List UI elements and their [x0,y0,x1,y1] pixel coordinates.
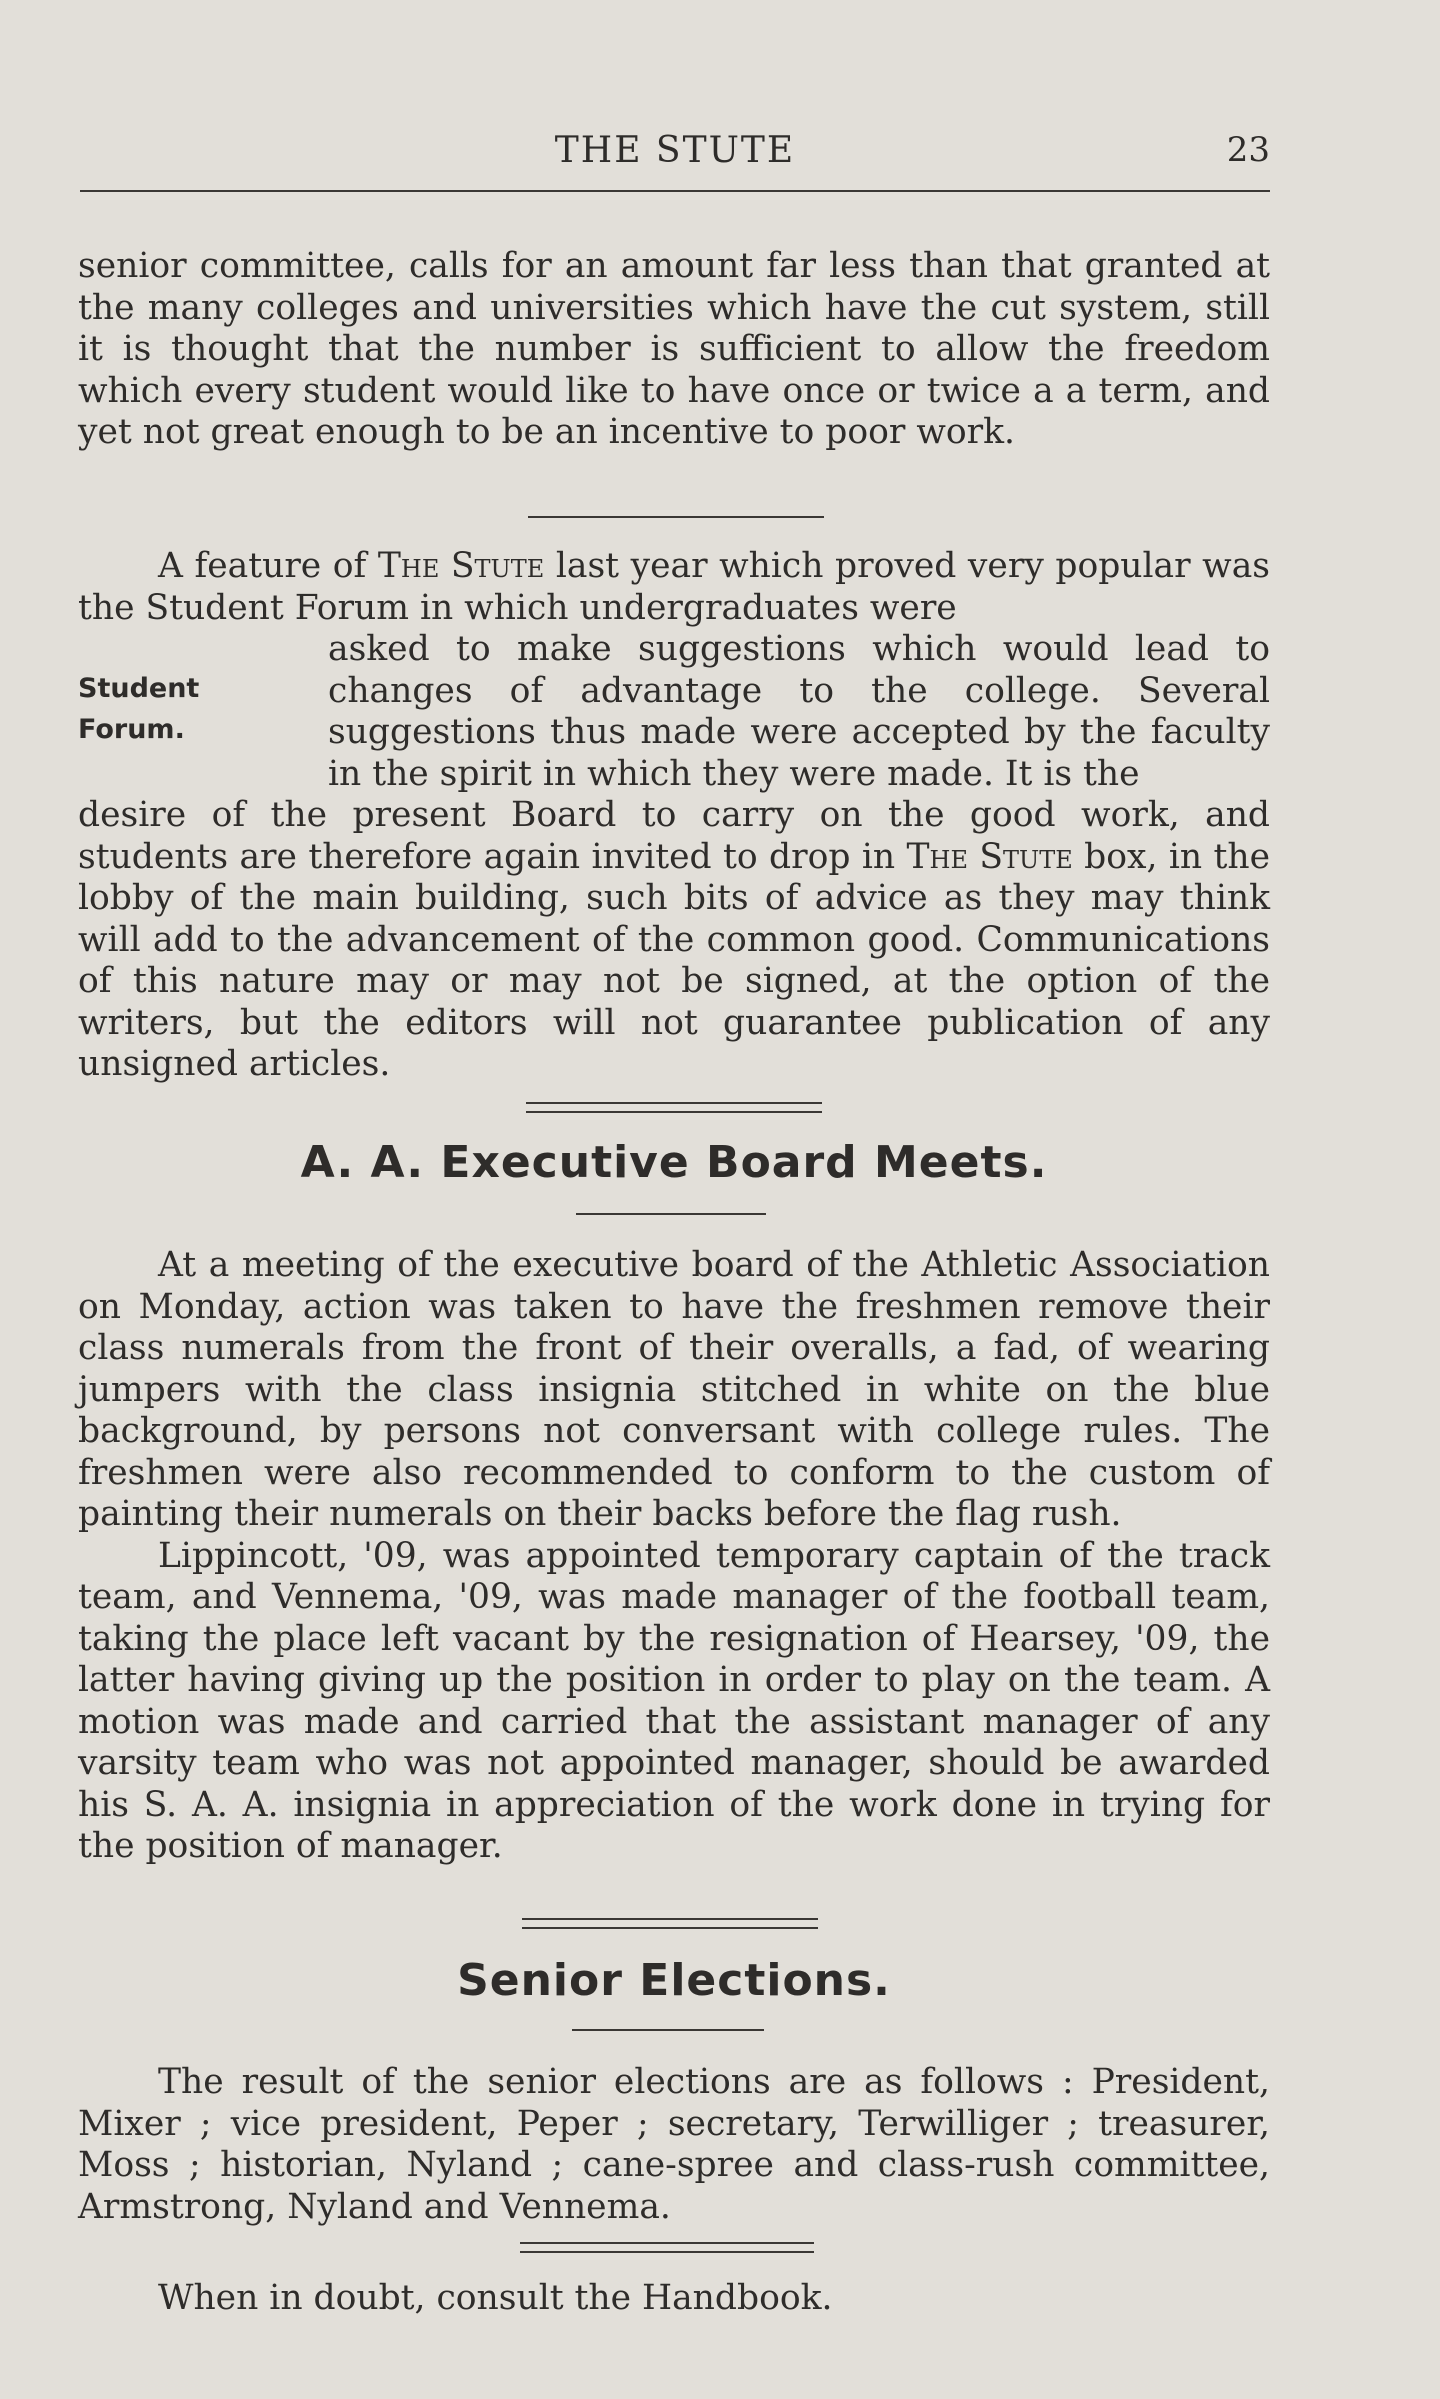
header-rule [80,190,1270,192]
double-divider [526,1102,822,1113]
page-header [80,126,1270,176]
forum-side-text: asked to make suggestions which would lead to changes of advantage to the college. Several suggestions thus made were accepted by the faculty in the spirit in which they were made. It is the [328,629,1270,794]
heading-underline [572,2029,764,2031]
running-title: THE STUTE [554,130,796,171]
paragraph-senior-elections: The result of the senior elections are as follows : President, Mixer ; vice president, Peper ; secretary, Terwilliger ; treasurer, Moss ; historian, Nyland ; cane-spree and class-rush committee, Armstrong, Nyland and Vennema. [78,2062,1270,2227]
paragraph-cut-system: senior committee, calls for an amount far less than that granted at the many colleges and universities which have the cut system, still it is thought that the number is sufficient to allow the freedom which every student would like to have once or twice a a term, and yet not great enough to be an incentive to poor work. [78,246,1270,452]
heading-underline [576,1213,766,1215]
side-label-forum: Forum. [78,714,185,745]
forum-rest: desire of the present Board to carry on the good work, and students are therefore again invited to drop in The Stute box, in the lobby of the main building, such bits of advice as they may think will add to the advancement of the common good. Communications of this nature may or may not be signed, at the option of the writers, but the editors will not guarantee publication of any unsigned articles. [78,795,1270,1084]
paragraph-aa-meeting: At a meeting of the executive board of the Athletic Association on Monday, action was taken to have the freshmen remove their class numerals from the front of their overalls, a fad, of wearing jumpers with the class insignia stitched in white on the blue background, by persons not conversant with college rules. The freshmen were also recommended to conform to the custom of painting their numerals on their backs before the flag rush. Lippincott, '09, was appointed temporary captain of the track team, and Vennema, '09, was made manager of the football team, taking the place left vacant by the resignation of Hearsey, '09, the latter having giving up the position in order to play on the team. A motion was made and carried that the assistant manager of any varsity team who was not appointed manager, should be awarded his S. A. A. insignia in appreciation of the work done in trying for the position of manager. [78,1245,1270,1866]
closing-line: When in doubt, consult the Handbook. [158,2278,833,2318]
heading-aa-executive-board: A. A. Executive Board Meets. [300,1137,1048,1188]
side-label-student: Student [78,673,200,704]
double-divider [520,2242,814,2253]
page-number: 23 [1226,130,1270,170]
forum-intro: A feature of The Stute last year which proved very popular was the Student Forum in which undergraduates were [78,546,1270,628]
section-divider [528,516,824,518]
heading-senior-elections: Senior Elections. [457,1955,891,2006]
double-divider [522,1918,818,1929]
student-forum-block [78,629,1270,795]
